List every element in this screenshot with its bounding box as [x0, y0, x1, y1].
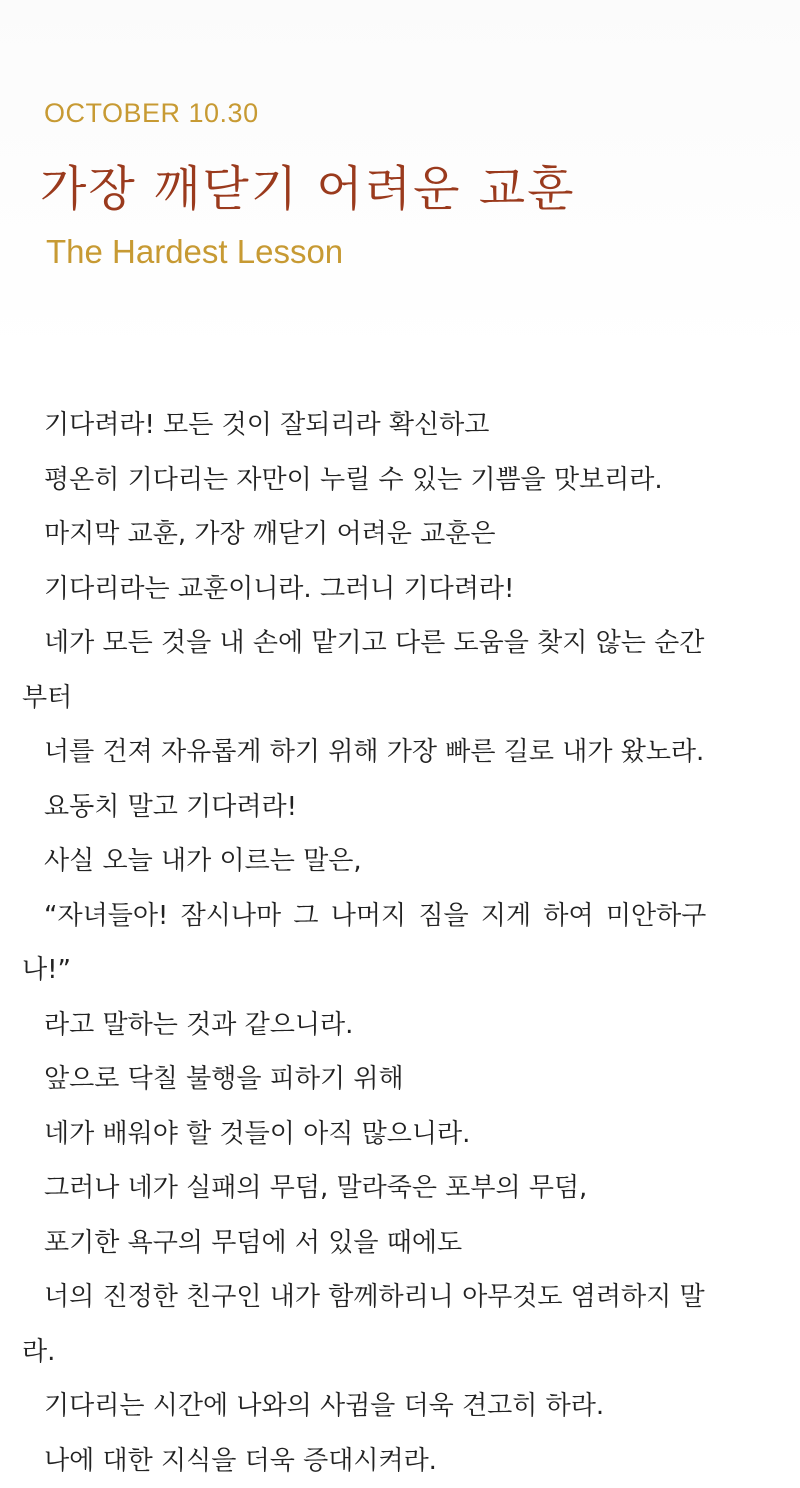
devotional-header — [0, 0, 800, 360]
text-line: 그러나 네가 실패의 무덤, 말라죽은 포부의 무덤, — [22, 1161, 792, 1216]
text-line: 라. — [22, 1325, 792, 1380]
text-line: 포기한 욕구의 무덤에 서 있을 때에도 — [22, 1216, 792, 1271]
page-title: 가장 깨닫기 어려운 교훈 — [40, 150, 575, 219]
text-line: 기다리라는 교훈이니라. 그러니 기다려라! — [22, 562, 792, 617]
text-line: 앞으로 닥칠 불행을 피하기 위해 — [22, 1052, 792, 1107]
text-line: 라고 말하는 것과 같으니라. — [22, 998, 792, 1053]
text-line: 너를 건져 자유롭게 하기 위해 가장 빠른 길로 내가 왔노라. — [22, 725, 792, 780]
text-line: 너의 진정한 친구인 내가 함께하리니 아무것도 염려하지 말 — [22, 1270, 792, 1325]
text-line: 사실 오늘 내가 이르는 말은, — [22, 834, 792, 889]
text-line: 네가 모든 것을 내 손에 맡기고 다른 도움을 찾지 않는 순간 — [22, 616, 792, 671]
text-line: 평온히 기다리는 자만이 누릴 수 있는 기쁨을 맛보리라. — [22, 453, 792, 508]
text-line: “자녀들아! 잠시나마 그 나머지 짐을 지게 하여 미안하구 — [22, 889, 792, 944]
text-line: 기다려라! 모든 것이 잘되리라 확신하고 — [22, 398, 792, 453]
devotional-text — [22, 398, 792, 1488]
text-line: 나!” — [22, 943, 792, 998]
text-line: 네가 배워야 할 것들이 아직 많으니라. — [22, 1107, 792, 1162]
text-line: 요동치 말고 기다려라! — [22, 780, 792, 835]
text-line: 기다리는 시간에 나와의 사귐을 더욱 견고히 하라. — [22, 1379, 792, 1434]
date-label: OCTOBER 10.30 — [44, 98, 259, 129]
text-line: 마지막 교훈, 가장 깨닫기 어려운 교훈은 — [22, 507, 792, 562]
page-subtitle: The Hardest Lesson — [46, 233, 343, 271]
text-line: 나에 대한 지식을 더욱 증대시켜라. — [22, 1434, 792, 1488]
text-line: 부터 — [22, 671, 792, 726]
